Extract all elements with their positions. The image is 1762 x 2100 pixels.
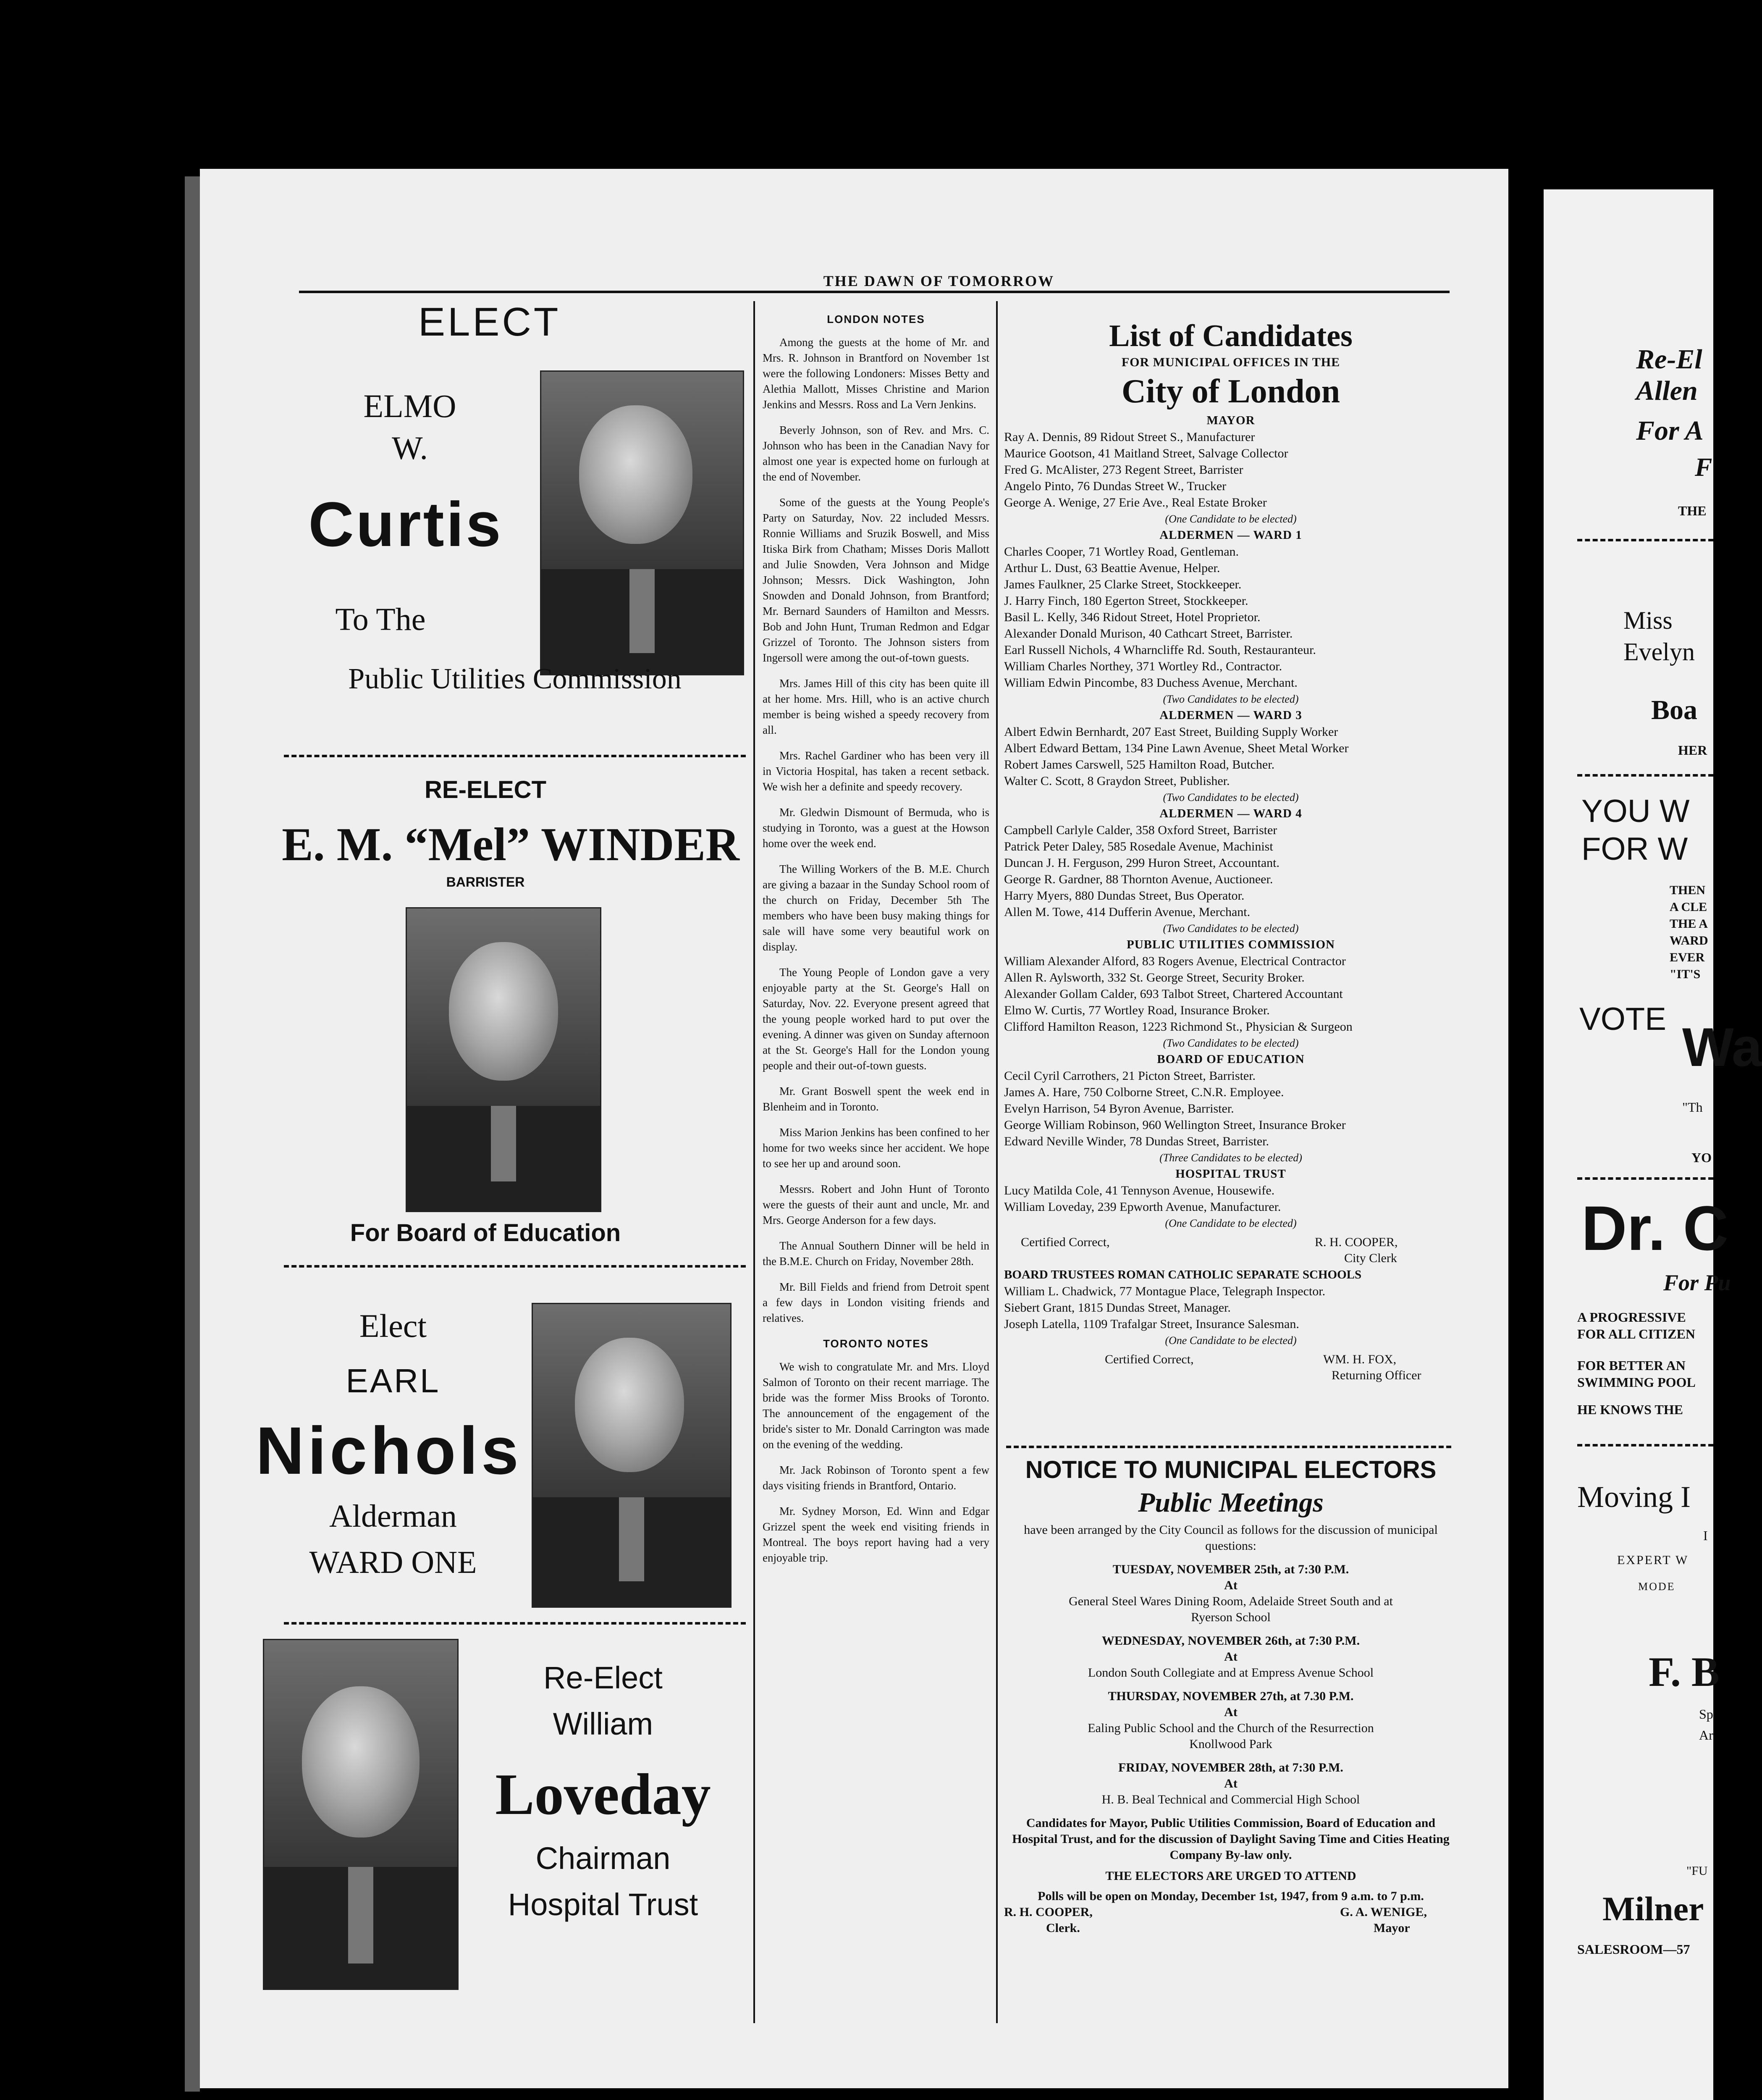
candidate-line: Maurice Gootson, 41 Maitland Street, Salvage Collector: [1004, 446, 1288, 460]
meeting-item: [1004, 1562, 1458, 1625]
next-page-text: EVER: [1670, 950, 1705, 964]
meeting-date: THURSDAY, NOVEMBER 27th, at 7.30 P.M.: [1108, 1689, 1354, 1703]
candidate-line: Robert James Carswell, 525 Hamilton Road, Butcher.: [1004, 758, 1275, 772]
curtis-to-the: To The: [335, 602, 426, 637]
notice-electors: [1004, 1454, 1458, 1938]
meeting-at: At: [1224, 1777, 1238, 1790]
elect-note: (Two Candidates to be elected): [1163, 791, 1299, 803]
news-item: Mr. Grant Boswell spent the week end in Blenheim and in Toronto.: [763, 1085, 989, 1113]
next-page-text: Dr. C: [1581, 1193, 1729, 1263]
nichols-first-name: EARL: [346, 1362, 440, 1399]
next-page-text: HER: [1678, 743, 1707, 758]
notice-subtitle: Public Meetings: [1138, 1487, 1324, 1518]
next-page-text: FOR ALL CITIZEN: [1577, 1326, 1695, 1341]
candidate-line: Siebert Grant, 1815 Dundas Street, Manager.: [1004, 1301, 1231, 1315]
news-item: Mr. Gledwin Dismount of Bermuda, who is studying in Toronto, was a guest at the Howson home over the week end.: [763, 806, 989, 850]
next-page-text: SALESROOM—57: [1577, 1942, 1690, 1957]
candidate-line: George William Robinson, 960 Wellington Street, Insurance Broker: [1004, 1118, 1346, 1132]
winder-re-elect: RE-ELECT: [425, 776, 546, 803]
clerk-name: R. H. COOPER,: [1315, 1235, 1398, 1249]
next-page-text: FOR BETTER AN: [1577, 1358, 1686, 1373]
notice-signatures: [1004, 1904, 1458, 1938]
puc-heading: PUBLIC UTILITIES COMMISSION: [1127, 938, 1335, 951]
ward1-heading: ALDERMEN — WARD 1: [1159, 528, 1302, 542]
next-page-text: Milner: [1602, 1890, 1704, 1928]
next-page-text: MODE: [1638, 1580, 1675, 1593]
next-page-text: Boa: [1651, 695, 1698, 725]
news-item: Some of the guests at the Young People's Party on Saturday, Nov. 22 included Messrs. Ronnie Williams and Sruzik Boswell, and Miss Itiska Birk from Chatham; Misses Doris Mallott and Julie Snowden, Vera Johnson and Midge Johnson; Messrs. Dick Washington, John Snowden and Donald Johnson, from Brantford; Mr. Bernard Saunders of Hamilton and Messrs. Bob and John Hunt, Truman Redmon and Edgar Grizzel of Toronto. The Johnson sisters from Ingersoll were among the out-of-town guests.: [763, 496, 989, 664]
news-item: The Young People of London gave a very enjoyable party at the St. George's Hall on Saturday, Nov. 22. Everyone present agreed that the young people worked hard to put over the evening. A dinner was given on Sunday afternoon at the St. George's Hall for the London young people and their out-of-town guests.: [763, 966, 989, 1072]
meeting-item: [1004, 1688, 1458, 1752]
next-page-text: THE: [1678, 503, 1707, 518]
running-head: THE DAWN OF TOMORROW: [823, 273, 1055, 289]
education-heading: BOARD OF EDUCATION: [1157, 1053, 1305, 1066]
curtis-initial: W.: [392, 430, 428, 466]
candidate-line: Harry Myers, 880 Dundas Street, Bus Operator.: [1004, 889, 1245, 903]
nichols-photo: [532, 1303, 732, 1608]
candidate-line: Albert Edward Bettam, 134 Pine Lawn Avenue, Sheet Metal Worker: [1004, 741, 1349, 755]
newspaper-page: [200, 169, 1508, 2088]
elect-note: (Two Candidates to be elected): [1163, 922, 1299, 934]
notice-purpose: Candidates for Mayor, Public Utilities Commission, Board of Education and Hospital Trust, and for the discussion of Daylight Saving Time and Cities Heating Company By-law only.: [1012, 1816, 1450, 1862]
loveday-first-name: William: [553, 1706, 653, 1741]
next-page-text: A CLE: [1670, 900, 1707, 914]
mayor-signature-name: G. A. WENIGE,: [1340, 1905, 1427, 1919]
next-page-text: "FU: [1686, 1864, 1708, 1878]
loveday-last-name: Loveday: [495, 1762, 711, 1827]
section-separator: [1006, 1446, 1451, 1448]
candidate-line: Lucy Matilda Cole, 41 Tennyson Avenue, Housewife.: [1004, 1184, 1275, 1197]
header-rule: [299, 291, 1450, 293]
candidate-line: Basil L. Kelly, 346 Ridout Street, Hotel Proprietor.: [1004, 610, 1261, 624]
candidate-line: Campbell Carlyle Calder, 358 Oxford Street, Barrister: [1004, 823, 1277, 837]
next-page-text: "Th: [1682, 1100, 1703, 1115]
winder-photo: [406, 907, 601, 1212]
next-page-text: I: [1703, 1528, 1708, 1543]
candidates-city: City of London: [1121, 373, 1340, 410]
next-page-text: F. B: [1649, 1648, 1720, 1695]
elect-note: (Two Candidates to be elected): [1163, 693, 1299, 705]
news-item: The Willing Workers of the B. M.E. Church are giving a bazaar in the Sunday School room of the church on Friday, December 5th The members who have been busy making things for sale will have some very beautiful work on display.: [763, 863, 989, 953]
candidate-line: Alexander Donald Murison, 40 Cathcart Street, Barrister.: [1004, 627, 1293, 640]
elect-note: (One Candidate to be elected): [1165, 1217, 1297, 1229]
clerk-signature-title: Clerk.: [1046, 1921, 1080, 1935]
news-item: The Annual Southern Dinner will be held in the B.M.E. Church on Friday, November 28th.: [763, 1239, 989, 1268]
next-page-text: For A: [1636, 415, 1704, 446]
hospital-heading: HOSPITAL TRUST: [1175, 1167, 1286, 1181]
column-divider: [753, 301, 755, 2023]
ward4-heading: ALDERMEN — WARD 4: [1159, 807, 1302, 820]
next-page-text: F: [1695, 453, 1712, 482]
officer-certification: [1004, 1349, 1458, 1384]
next-page-text: Miss: [1623, 606, 1673, 634]
certified-label: Certified Correct,: [1021, 1235, 1110, 1249]
ad-separator: [284, 755, 746, 757]
candidate-line: J. Harry Finch, 180 Egerton Street, Stockkeeper.: [1004, 594, 1248, 608]
meeting-at: At: [1224, 1578, 1238, 1592]
candidate-line: Allen M. Towe, 414 Dufferin Avenue, Merchant.: [1004, 905, 1251, 919]
loveday-photo: [263, 1639, 459, 1990]
next-page-text: THE A: [1670, 917, 1708, 931]
meeting-at: At: [1224, 1705, 1238, 1719]
nichols-office: Alderman: [329, 1499, 457, 1534]
candidate-line: Arthur L. Dust, 63 Beattie Avenue, Helper.: [1004, 561, 1220, 575]
officer-name: WM. H. FOX,: [1323, 1352, 1397, 1366]
news-item: Mr. Jack Robinson of Toronto spent a few days visiting friends in Brantford, Ontario.: [763, 1464, 989, 1492]
notice-intro: have been arranged by the City Council as follows for the discussion of municipal questions:: [1024, 1523, 1438, 1553]
candidate-line: William Loveday, 239 Epworth Avenue, Manufacturer.: [1004, 1200, 1281, 1214]
candidate-line: Ray A. Dennis, 89 Ridout Street S., Manufacturer: [1004, 430, 1255, 444]
candidates-title: List of Candidates: [1109, 319, 1353, 353]
adjacent-separator: [1577, 1444, 1713, 1446]
meeting-date: FRIDAY, NOVEMBER 28th, at 7:30 P.M.: [1118, 1761, 1343, 1774]
clerk-certification: [1004, 1231, 1458, 1267]
notice-polls: Polls will be open on Monday, December 1st, 1947, from 9 a.m. to 7 p.m.: [1038, 1889, 1424, 1903]
separate-heading: BOARD TRUSTEES ROMAN CATHOLIC SEPARATE SCHOOLS: [1004, 1268, 1362, 1281]
next-page-text: WARD: [1670, 934, 1708, 948]
mayor-signature-title: Mayor: [1374, 1921, 1410, 1935]
notice-title: NOTICE TO MUNICIPAL ELECTORS: [1025, 1456, 1437, 1483]
candidate-line: William Alexander Alford, 83 Rogers Avenue, Electrical Contractor: [1004, 954, 1346, 968]
next-page-text: YO: [1691, 1150, 1712, 1165]
candidate-line: James Faulkner, 25 Clarke Street, Stockkeeper.: [1004, 578, 1242, 591]
candidate-line: Clifford Hamilton Reason, 1223 Richmond St., Physician & Surgeon: [1004, 1020, 1353, 1034]
clerk-title: City Clerk: [1344, 1251, 1397, 1265]
london-notes-heading: LONDON NOTES: [827, 313, 925, 326]
next-page-text: Moving I: [1577, 1480, 1691, 1514]
column-divider: [996, 301, 998, 2023]
candidate-line: Edward Neville Winder, 78 Dundas Street, Barrister.: [1004, 1134, 1269, 1148]
candidate-line: Patrick Peter Daley, 585 Rosedale Avenue, Machinist: [1004, 840, 1273, 853]
meeting-at: At: [1224, 1650, 1238, 1664]
nichols-ward: WARD ONE: [309, 1545, 477, 1580]
news-item: Mr. Sydney Morson, Ed. Winn and Edgar Grizzel spent the week end visiting friends in Montreal. The boys report having had a very enjoyable trip.: [763, 1505, 989, 1564]
news-item: Miss Marion Jenkins has been confined to her home for two weeks since her accident. We hope to see her up and around soon.: [763, 1126, 989, 1170]
next-page-text: "IT'S: [1670, 967, 1701, 981]
meeting-item: [1004, 1760, 1458, 1808]
elect-note: (Two Candidates to be elected): [1163, 1037, 1299, 1049]
news-item: Among the guests at the home of Mr. and Mrs. R. Johnson in Brantford on November 1st were the following Londoners: Misses Betty and Alethia Mallott, Misses Christine and Marion Jenkins and Messrs. Ross and La Vern Jenkins.: [763, 336, 989, 411]
ad-separator: [284, 1265, 746, 1268]
mayor-heading: MAYOR: [1206, 414, 1255, 427]
next-page-text: HE KNOWS THE: [1577, 1402, 1683, 1417]
news-item: Mr. Bill Fields and friend from Detroit spent a few days in London visiting friends and relatives.: [763, 1281, 989, 1324]
news-item: We wish to congratulate Mr. and Mrs. Lloyd Salmon of Toronto on their recent marriage. The bride was the former Miss Brooks of Toronto. The announcement of the engagement of the bride's sister to Mr. Donald Carrington was made on the evening of the wedding.: [763, 1360, 989, 1451]
loveday-office: Hospital Trust: [508, 1887, 698, 1922]
page-binding-shadow: [185, 176, 200, 2092]
candidate-line: William L. Chadwick, 77 Montague Place, Telegraph Inspector.: [1004, 1284, 1326, 1298]
meeting-place: London South Collegiate and at Empress Avenue School: [1088, 1666, 1374, 1680]
adjacent-page: [1544, 188, 1762, 2100]
meeting-date: TUESDAY, NOVEMBER 25th, at 7:30 P.M.: [1112, 1562, 1349, 1576]
next-page-text: VOTE: [1579, 1001, 1666, 1037]
winder-name: E. M. “Mel” WINDER: [282, 819, 739, 871]
candidate-line: Albert Edwin Bernhardt, 207 East Street, Building Supply Worker: [1004, 725, 1338, 739]
meeting-place: Ealing Public School and the Church of the Resurrection Knollwood Park: [1088, 1721, 1374, 1751]
notice-urge: THE ELECTORS ARE URGED TO ATTEND: [1105, 1869, 1356, 1883]
candidate-line: Alexander Gollam Calder, 693 Talbot Street, Chartered Accountant: [1004, 987, 1343, 1001]
curtis-elect: ELECT: [418, 299, 561, 344]
candidate-line: William Edwin Pincombe, 83 Duchess Avenue, Merchant.: [1004, 676, 1298, 690]
curtis-last-name: Curtis: [308, 489, 503, 559]
next-page-text: Evelyn: [1623, 638, 1695, 666]
winder-title: BARRISTER: [446, 874, 525, 890]
next-page-text: For Pu: [1663, 1270, 1731, 1295]
ward3-heading: ALDERMEN — WARD 3: [1159, 709, 1302, 722]
clerk-signature-name: R. H. COOPER,: [1004, 1905, 1093, 1919]
candidate-line: Walter C. Scott, 8 Graydon Street, Publisher.: [1004, 774, 1230, 788]
candidate-line: Fred G. McAlister, 273 Regent Street, Barrister: [1004, 463, 1243, 477]
next-page-text: Wa: [1682, 1016, 1762, 1078]
adjacent-top-edge: [1544, 188, 1713, 189]
curtis-office: Public Utilities Commission: [348, 663, 682, 695]
adjacent-separator: [1577, 774, 1713, 777]
adjacent-separator: [1577, 539, 1713, 541]
officer-title: Returning Officer: [1332, 1368, 1421, 1382]
next-page-text: YOU W: [1581, 793, 1690, 829]
toronto-notes-heading: TORONTO NOTES: [823, 1337, 929, 1350]
next-page-text: Ar: [1699, 1727, 1713, 1743]
news-item: Beverly Johnson, son of Rev. and Mrs. C. Johnson who has been in the Canadian Navy for almost one year is expected home on furlough at the end of November.: [763, 424, 989, 483]
candidate-line: Joseph Latella, 1109 Trafalgar Street, Insurance Salesman.: [1004, 1317, 1299, 1331]
news-item: Messrs. Robert and John Hunt of Toronto were the guests of their aunt and uncle, Mr. and Mrs. George Anderson for a few days.: [763, 1183, 989, 1226]
certified-label: Certified Correct,: [1105, 1352, 1194, 1366]
next-page-text: Sp: [1699, 1706, 1713, 1722]
candidates-list: [1004, 318, 1458, 1384]
next-page-text: A PROGRESSIVE: [1577, 1310, 1686, 1325]
candidate-line: Elmo W. Curtis, 77 Wortley Road, Insurance Broker.: [1004, 1003, 1270, 1017]
candidate-line: George R. Gardner, 88 Thornton Avenue, Auctioneer.: [1004, 872, 1273, 886]
meeting-place: H. B. Beal Technical and Commercial High School: [1101, 1793, 1360, 1806]
candidate-line: Allen R. Aylsworth, 332 St. George Street, Security Broker.: [1004, 971, 1305, 984]
candidate-line: Cecil Cyril Carrothers, 21 Picton Street, Barrister.: [1004, 1069, 1256, 1083]
nichols-elect: Elect: [359, 1307, 427, 1344]
candidate-line: James A. Hare, 750 Colborne Street, C.N.R. Employee.: [1004, 1085, 1284, 1099]
curtis-photo: [540, 370, 744, 675]
news-item: Mrs. James Hill of this city has been quite ill at her home. Mrs. Hill, who is an active church member is being wished a speedy recovery from all.: [763, 677, 989, 736]
meeting-place: General Steel Wares Dining Room, Adelaide Street South and at Ryerson School: [1069, 1594, 1393, 1624]
next-page-text: THEN: [1670, 883, 1706, 897]
meeting-item: [1004, 1633, 1458, 1681]
candidate-line: William Charles Northey, 371 Wortley Rd., Contractor.: [1004, 659, 1282, 673]
candidate-line: Duncan J. H. Ferguson, 299 Huron Street, Accountant.: [1004, 856, 1280, 870]
elect-note: (One Candidate to be elected): [1165, 513, 1297, 525]
meeting-date: WEDNESDAY, NOVEMBER 26th, at 7:30 P.M.: [1101, 1634, 1360, 1648]
candidates-subtitle: FOR MUNICIPAL OFFICES IN THE: [1121, 355, 1340, 369]
adjacent-separator: [1577, 1177, 1713, 1180]
candidate-line: Charles Cooper, 71 Wortley Road, Gentleman.: [1004, 545, 1239, 559]
elect-note: (One Candidate to be elected): [1165, 1334, 1297, 1347]
candidate-line: Evelyn Harrison, 54 Byron Avenue, Barrister.: [1004, 1102, 1234, 1116]
next-page-text: SWIMMING POOL: [1577, 1375, 1696, 1390]
ad-separator: [284, 1622, 746, 1625]
news-item: Mrs. Rachel Gardiner who has been very ill in Victoria Hospital, has taken a recent setback. We wish her a definite and speedy recovery.: [763, 749, 989, 793]
next-page-text: FOR W: [1581, 831, 1688, 867]
candidate-line: Earl Russell Nichols, 4 Wharncliffe Rd. South, Restauranteur.: [1004, 643, 1316, 657]
next-page-text: Allen: [1636, 375, 1698, 406]
loveday-re-elect: Re-Elect: [543, 1660, 663, 1695]
candidate-line: Angelo Pinto, 76 Dundas Street W., Trucker: [1004, 479, 1227, 493]
candidate-line: George A. Wenige, 27 Erie Ave., Real Estate Broker: [1004, 496, 1267, 509]
elect-note: (Three Candidates to be elected): [1159, 1152, 1302, 1164]
loveday-role: Chairman: [535, 1841, 671, 1876]
next-page-text: Re-El: [1636, 344, 1702, 375]
next-page-text: EXPERT W: [1617, 1553, 1689, 1567]
winder-office: For Board of Education: [350, 1219, 621, 1247]
notes-column: [763, 312, 989, 1576]
curtis-first-name: ELMO: [363, 388, 456, 424]
nichols-last-name: Nichols: [256, 1413, 522, 1488]
